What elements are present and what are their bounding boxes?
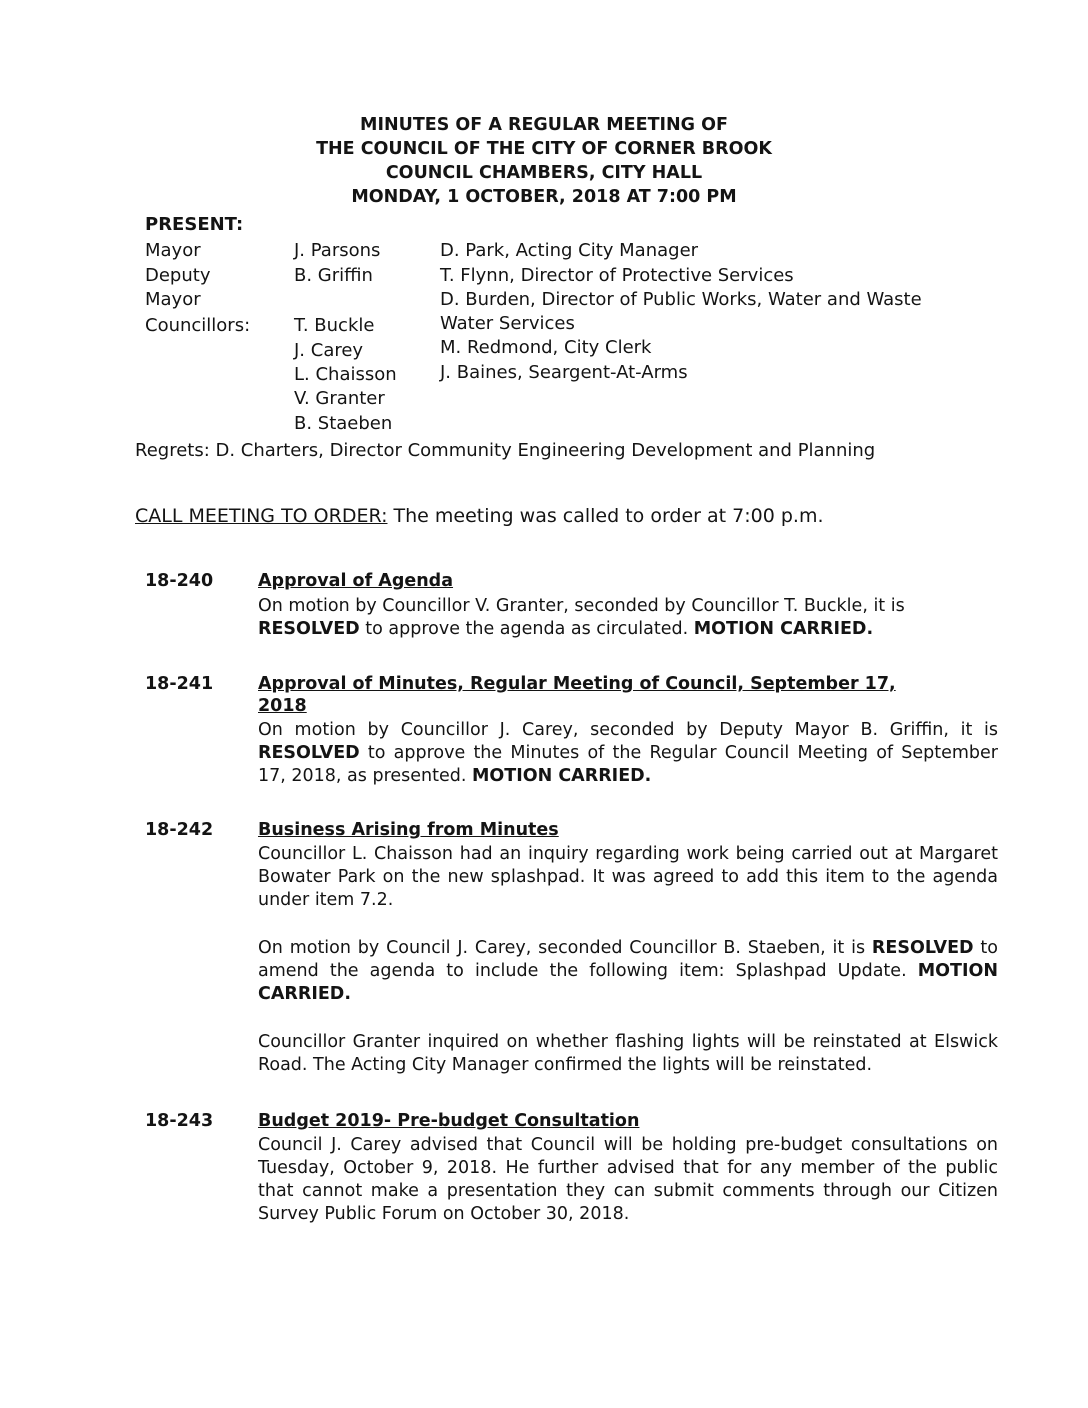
staff-entry: D. Burden, Director of Public Works, Water and Waste bbox=[440, 289, 922, 310]
regrets-line: Regrets: D. Charters, Director Community Engineering Development and Planning bbox=[135, 440, 876, 461]
paragraph-text: On motion by Council J. Carey, seconded Councillor B. Staeben, it is bbox=[258, 938, 872, 958]
call-to-order bbox=[135, 505, 824, 527]
mayor-label: Mayor bbox=[145, 240, 201, 261]
item-number: 18-242 bbox=[145, 820, 214, 840]
motion-carried-text: MOTION CARRIED. bbox=[471, 766, 652, 786]
staff-entry: M. Redmond, City Clerk bbox=[440, 337, 652, 358]
deputy-mayor-name: B. Griffin bbox=[294, 265, 373, 286]
motion-carried-text: MOTION CARRIED. bbox=[258, 961, 998, 1004]
item-paragraph: Council J. Carey advised that Council will be holding pre-budget consultations on Tuesday, October 9, 2018. He further advised that for any member of the public that cannot make a presentation they can submit comments through our Citizen Survey Public Forum on October 30, 2018. bbox=[258, 1135, 998, 1224]
deputy-mayor-label-2: Mayor bbox=[145, 289, 201, 310]
doc-title-line-1: MINUTES OF A REGULAR MEETING OF bbox=[360, 115, 728, 135]
item-title-line-1: Approval of Minutes, Regular Meeting of Council, September 17, bbox=[258, 674, 896, 694]
councillor-name: L. Chaisson bbox=[294, 364, 397, 385]
paragraph-text: to amend the agenda to include the following item: Splashpad Update. bbox=[258, 938, 998, 981]
present-heading: PRESENT: bbox=[145, 214, 244, 235]
item-title-line-2: 2018 bbox=[258, 696, 307, 716]
resolved-text: RESOLVED bbox=[258, 743, 360, 763]
paragraph-text: On motion by Councillor V. Granter, seconded by Councillor T. Buckle, it is bbox=[258, 596, 905, 616]
staff-entry: J. Baines, Seargent-At-Arms bbox=[440, 362, 688, 383]
item-number: 18-240 bbox=[145, 571, 214, 591]
motion-carried-text: MOTION CARRIED. bbox=[693, 619, 874, 639]
mayor-name: J. Parsons bbox=[294, 240, 381, 261]
councillor-name: T. Buckle bbox=[294, 315, 375, 336]
call-to-order-label: CALL MEETING TO ORDER: bbox=[135, 505, 388, 527]
item-paragraph bbox=[258, 595, 998, 641]
deputy-mayor-label-1: Deputy bbox=[145, 265, 211, 286]
item-number: 18-243 bbox=[145, 1111, 214, 1131]
item-title: Approval of Agenda bbox=[258, 571, 454, 591]
staff-entry: T. Flynn, Director of Protective Services bbox=[440, 265, 794, 286]
doc-title-line-2: THE COUNCIL OF THE CITY OF CORNER BROOK bbox=[316, 139, 772, 159]
resolved-text: RESOLVED bbox=[871, 938, 974, 958]
paragraph-text: On motion by Councillor J. Carey, seconded by Deputy Mayor B. Griffin, it is bbox=[258, 720, 998, 740]
resolved-text: RESOLVED bbox=[258, 619, 360, 639]
item-paragraph bbox=[258, 937, 998, 1006]
item-paragraph bbox=[258, 719, 998, 788]
councillor-name: V. Granter bbox=[294, 388, 385, 409]
item-title: Business Arising from Minutes bbox=[258, 820, 559, 840]
item-paragraph: Councillor L. Chaisson had an inquiry regarding work being carried out at Margaret Bowater Park on the new splashpad. It was agreed to add this item to the agenda under item 7.2. bbox=[258, 844, 998, 910]
call-to-order-text: The meeting was called to order at 7:00 p.m. bbox=[387, 505, 824, 527]
item-number: 18-241 bbox=[145, 674, 214, 694]
councillor-name: B. Staeben bbox=[294, 413, 393, 434]
item-paragraph: Councillor Granter inquired on whether flashing lights will be reinstated at Elswick Road. The Acting City Manager confirmed the lights will be reinstated. bbox=[258, 1032, 998, 1075]
doc-title-line-3: COUNCIL CHAMBERS, CITY HALL bbox=[385, 163, 703, 183]
paragraph-text: to approve the agenda as circulated. bbox=[359, 619, 694, 639]
item-title: Budget 2019- Pre-budget Consultation bbox=[258, 1111, 640, 1131]
councillor-name: J. Carey bbox=[294, 340, 364, 361]
staff-entry: Water Services bbox=[440, 313, 575, 334]
staff-entry: D. Park, Acting City Manager bbox=[440, 240, 699, 261]
doc-title-line-4: MONDAY, 1 OCTOBER, 2018 AT 7:00 PM bbox=[351, 187, 737, 207]
councillors-label: Councillors: bbox=[145, 315, 251, 336]
paragraph-text: to approve the Minutes of the Regular Council Meeting of September 17, 2018, as presented. bbox=[258, 743, 998, 786]
